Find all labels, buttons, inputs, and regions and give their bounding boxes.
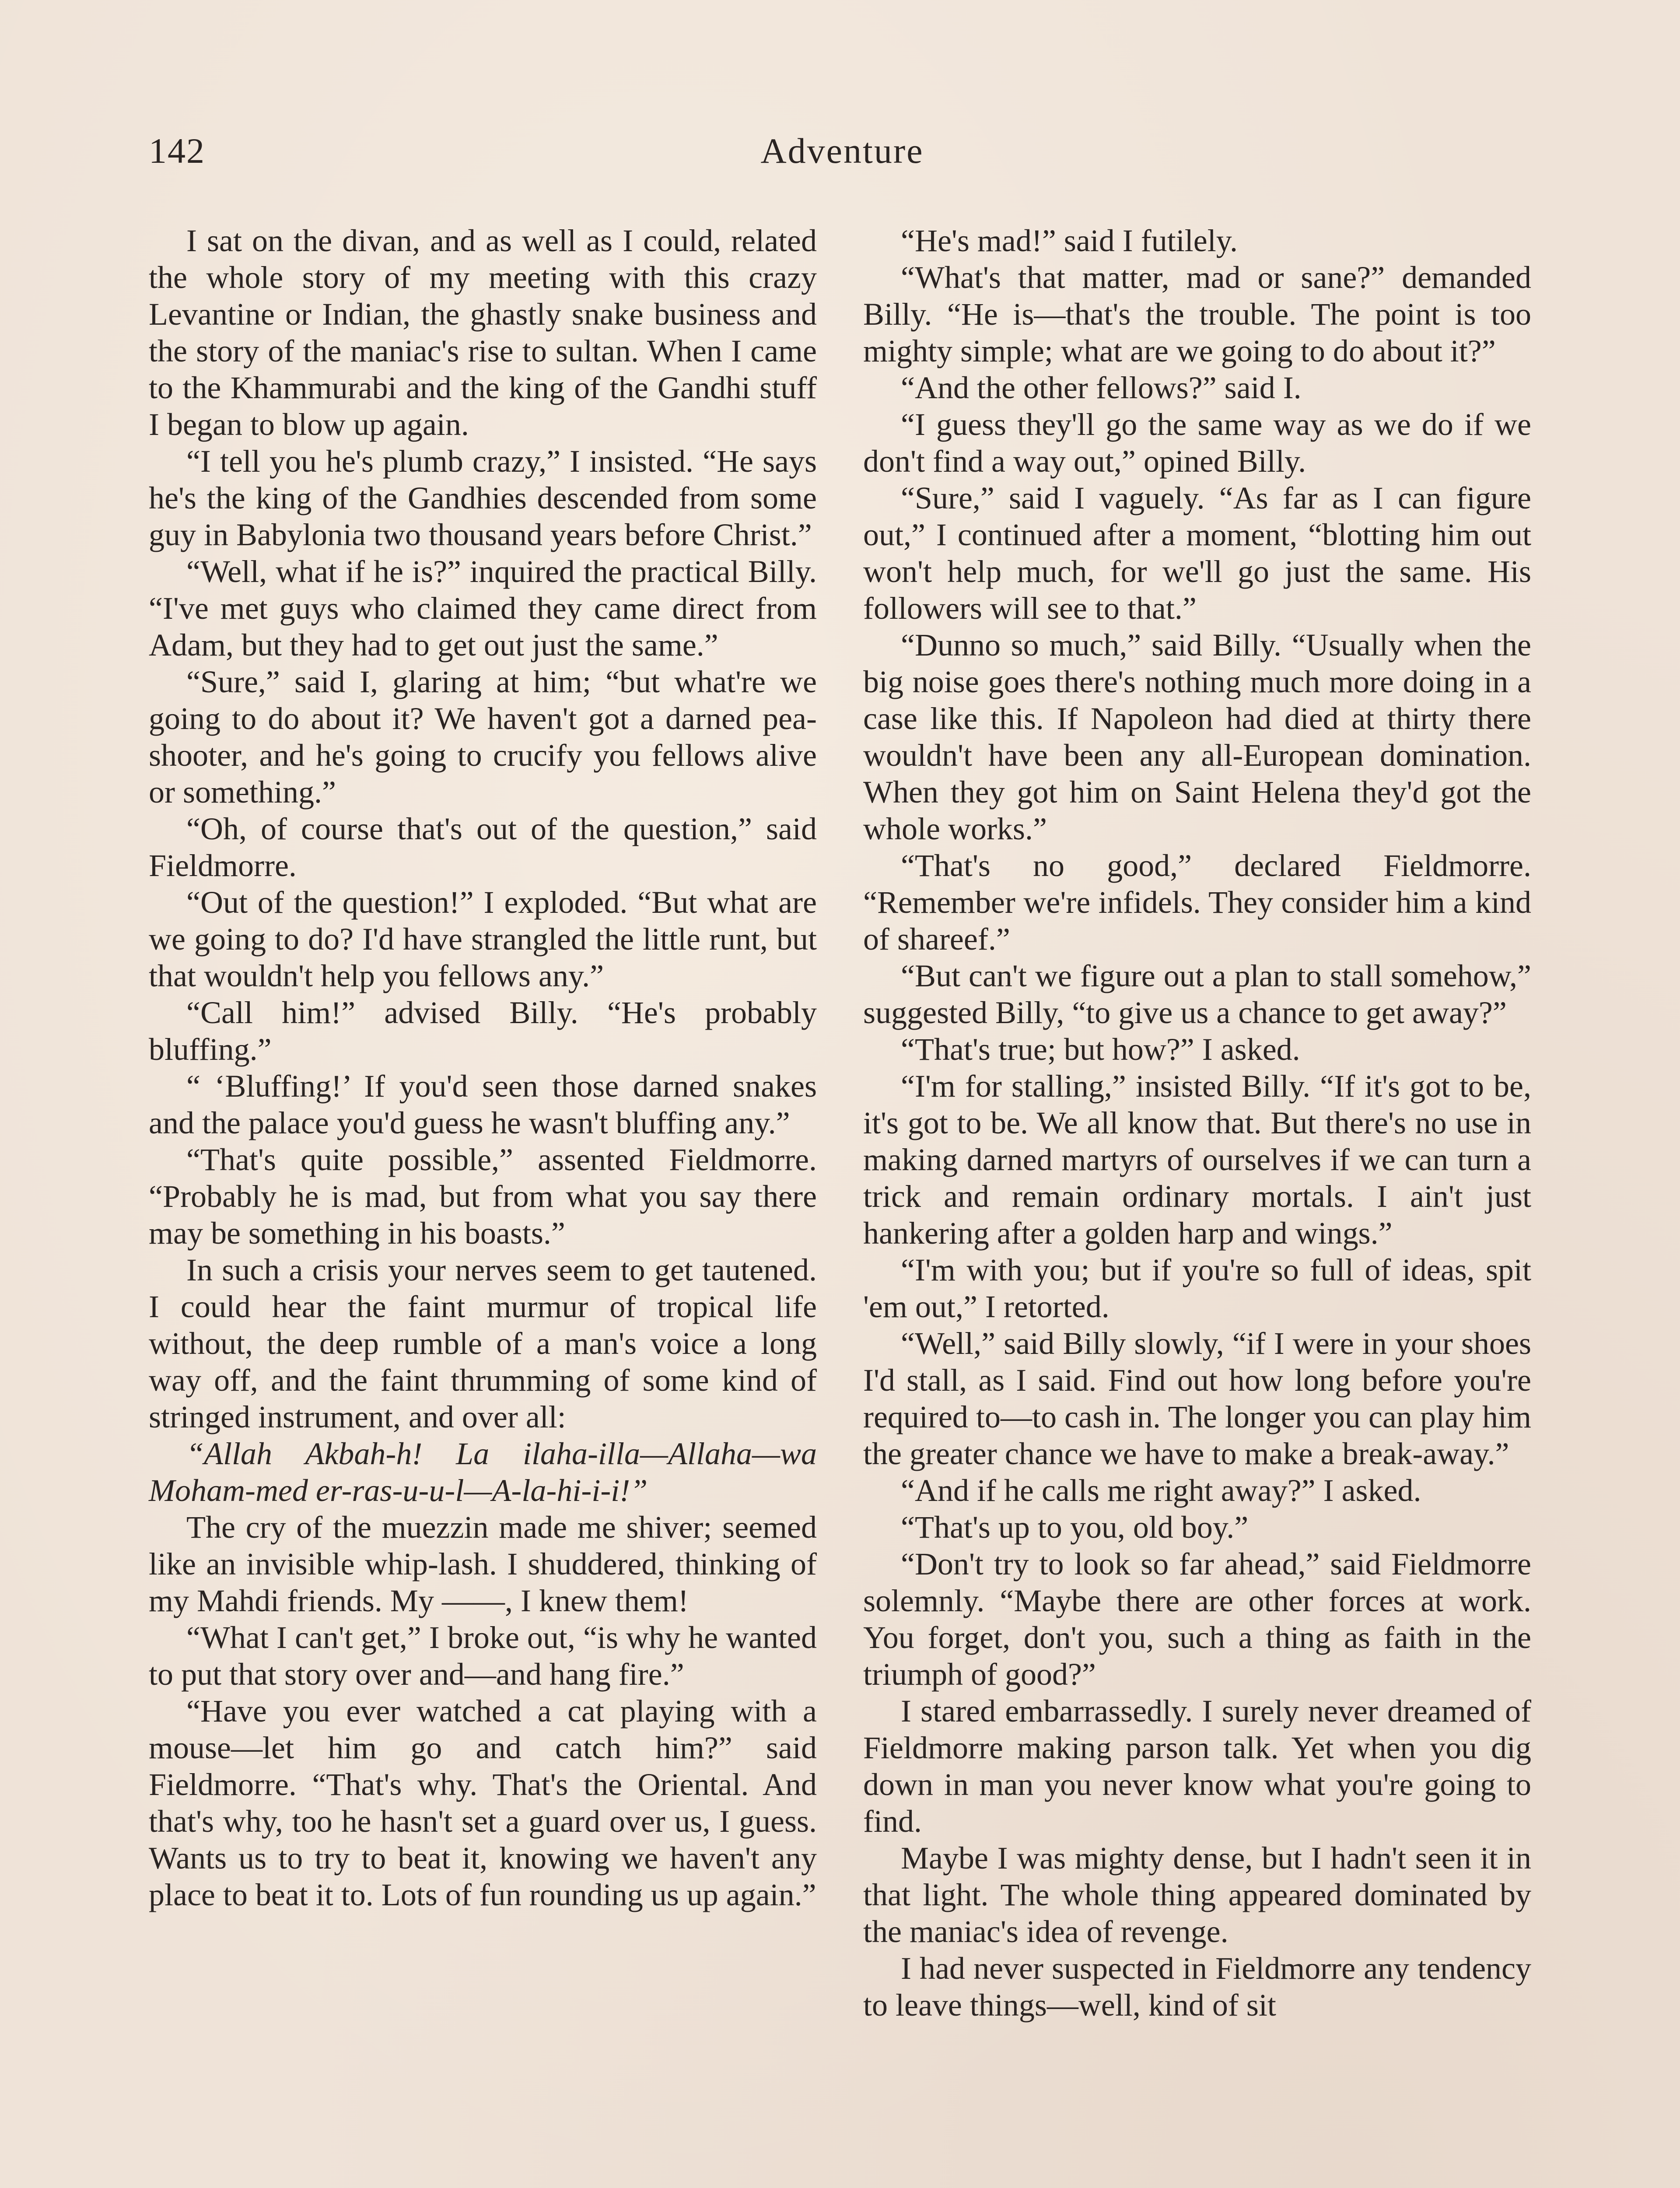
paragraph: “That's true; but how?” I asked. (901, 1032, 1300, 1067)
paragraph: “That's up to you, old boy.” (901, 1510, 1249, 1545)
left-column (149, 222, 817, 1913)
paragraph: “ ‘Bluffing!’ If you'd seen those darned snakes and the palace you'd guess he wasn't bluffing any.” (149, 1069, 817, 1140)
call-to-prayer-quote: “Allah Akbah-h! La ilaha-illa—Allaha—wa Moham-med er-ras-u-u-l—A-la-hi-i-i!” (149, 1436, 817, 1508)
paragraph: “I tell you he's plumb crazy,” I insisted. “He says he's the king of the Gandhies descended from some guy in Babylonia two thousand years before Christ.” (149, 444, 817, 552)
right-column (863, 222, 1531, 2023)
paragraph: “Dunno so much,” said Billy. “Usually when the big noise goes there's nothing much more doing in a case like this. If Napoleon had died at thirty there wouldn't have been any all-European domination. When they got him on Saint Helena they'd got the whole works.” (863, 628, 1531, 846)
paragraph: “What I can't get,” I broke out, “is why he wanted to put that story over and—and hang fire.” (149, 1620, 817, 1692)
paragraph: “Well, what if he is?” inquired the practical Billy. “I've met guys who claimed they came direct from Adam, but they had to get out just the same.” (149, 554, 817, 663)
paragraph: In such a crisis your nerves seem to get tautened. I could hear the faint murmur of tropical life without, the deep rumble of a man's voice a long way off, and the faint thrumming of some kind of stringed instrument, and over all: (149, 1252, 817, 1434)
paragraph: “What's that matter, mad or sane?” demanded Billy. “He is—that's the trouble. The point is too mighty simple; what are we going to do about it?” (863, 260, 1531, 368)
paragraph: “Sure,” said I vaguely. “As far as I can figure out,” I continued after a moment, “blotting him out won't help much, for we'll go just the same. His followers will see to that.” (863, 480, 1531, 626)
paragraph: The cry of the muezzin made me shiver; seemed like an invisible whip-lash. I shuddered, thinking of my Mahdi friends. My ——, I knew them! (149, 1510, 817, 1618)
paragraph: “Sure,” said I, glaring at him; “but what're we going to do about it? We haven't got a darned pea-shooter, and he's going to crucify you fellows alive or something.” (149, 664, 817, 810)
paragraph: I stared embarrassedly. I surely never dreamed of Fieldmorre making parson talk. Yet when you dig down in man you never know what you're going to find. (863, 1694, 1531, 1839)
paragraph: “Don't try to look so far ahead,” said Fieldmorre solemnly. “Maybe there are other forces at work. You forget, don't you, such a thing as faith in the triumph of good?” (863, 1546, 1531, 1692)
paragraph: “And the other fellows?” said I. (901, 370, 1302, 405)
paragraph: “And if he calls me right away?” I asked. (901, 1473, 1421, 1508)
page-number: 142 (149, 131, 205, 171)
paragraph: “He's mad!” said I futilely. (901, 223, 1238, 258)
paragraph: “That's no good,” declared Fieldmorre. “Remember we're infidels. They consider him a kind of shareef.” (863, 848, 1531, 957)
paragraph: “I'm for stalling,” insisted Billy. “If it's got to be, it's got to be. We all know that. But there's no use in making darned martyrs of ourselves if we can turn a trick and remain ordinary mortals. I ain't just hankering after a golden harp and wings.” (863, 1069, 1531, 1251)
paragraph: “Out of the question!” I exploded. “But what are we going to do? I'd have strangled the little runt, but that wouldn't help you fellows any.” (149, 885, 817, 993)
paragraph: I had never suspected in Fieldmorre any tendency to leave things—well, kind of sit (863, 1951, 1531, 2023)
paragraph: “That's quite possible,” assented Fieldmorre. “Probably he is mad, but from what you say there may be something in his boasts.” (149, 1142, 817, 1251)
paragraph: “Call him!” advised Billy. “He's probably bluffing.” (149, 995, 817, 1067)
paragraph: “Oh, of course that's out of the question,” said Fieldmorre. (149, 811, 817, 883)
running-head: Adventure (760, 131, 924, 171)
paragraph: Maybe I was mighty dense, but I hadn't seen it in that light. The whole thing appeared dominated by the maniac's idea of revenge. (863, 1841, 1531, 1949)
paragraph: I sat on the divan, and as well as I could, related the whole story of my meeting with this crazy Levantine or Indian, the ghastly snake business and the story of the maniac's rise to sultan. When I came to the Khammurabi and the king of the Gandhi stuff I began to blow up again. (149, 223, 817, 442)
paragraph: “I'm with you; but if you're so full of ideas, spit 'em out,” I retorted. (863, 1252, 1531, 1324)
paragraph: “I guess they'll go the same way as we do if we don't find a way out,” opined Billy. (863, 407, 1531, 479)
paragraph: “But can't we figure out a plan to stall somehow,” suggested Billy, “to give us a chance to get away?” (863, 958, 1531, 1030)
paragraph: “Well,” said Billy slowly, “if I were in your shoes I'd stall, as I said. Find out how long before you're required to—to cash in. The longer you can play him the greater chance we have to make a break-away.” (863, 1326, 1531, 1471)
page-header (149, 130, 1536, 179)
paragraph: “Have you ever watched a cat playing with a mouse—let him go and catch him?” said Fieldmorre. “That's why. That's the Oriental. And that's why, too he hasn't set a guard over us, I guess. Wants us to try to beat it, knowing we haven't any place to beat it to. Lots of fun rounding us up again.” (149, 1694, 817, 1912)
